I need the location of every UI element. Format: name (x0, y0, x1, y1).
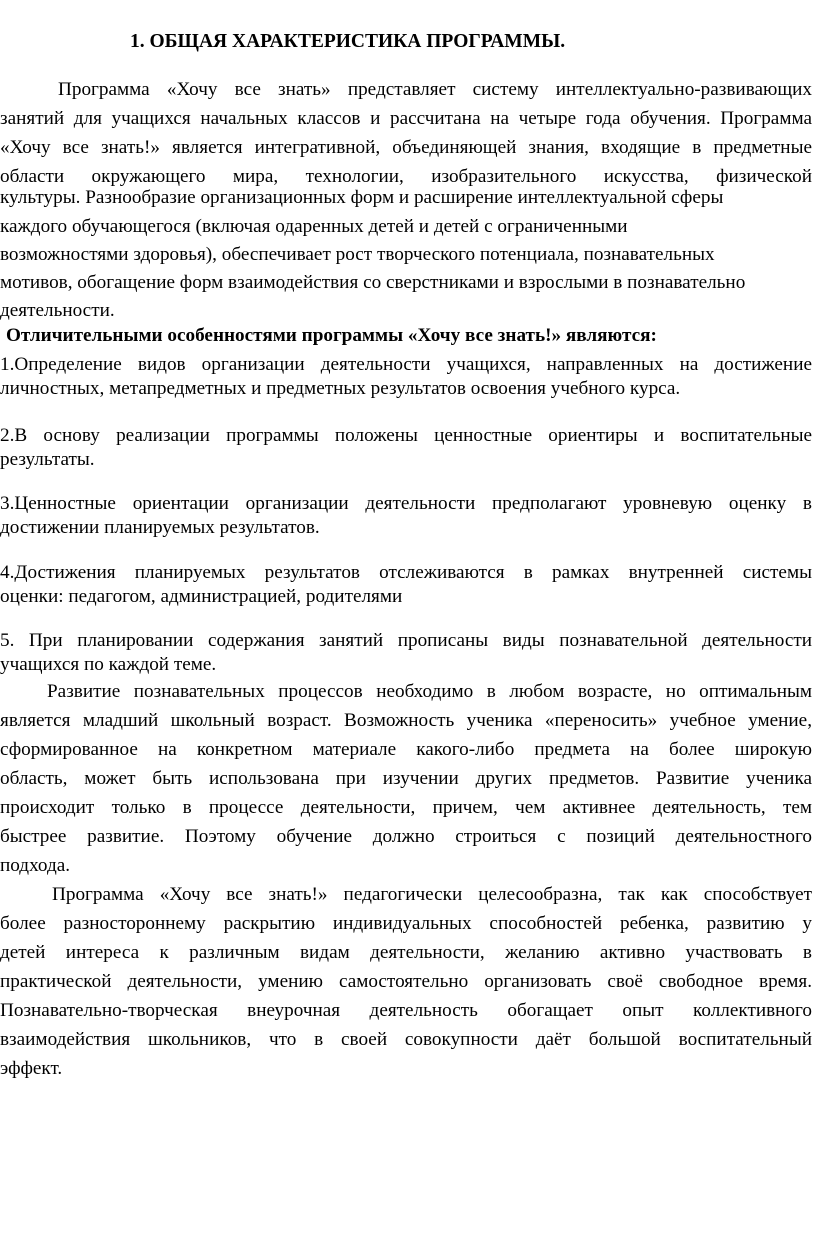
paragraph-line: детей интереса к различным видам деятельности, желанию активно участвовать в (0, 942, 812, 963)
paragraph-line: деятельности. (0, 300, 115, 321)
paragraph-line: более разностороннему раскрытию индивидуальных способностей ребенка, развитию у (0, 913, 812, 934)
paragraph-line: занятий для учащихся начальных классов и рассчитана на четыре года обучения. Программа (0, 108, 812, 129)
paragraph-line: области окружающего мира, технологии, изобразительного искусства, физической (0, 166, 812, 187)
list-item-line: 2.В основу реализации программы положены ценностные ориентиры и воспитательные (0, 425, 812, 446)
paragraph-line: практической деятельности, умению самостоятельно организовать своё свободное время. (0, 971, 812, 992)
paragraph-line: взаимодействия школьников, что в своей совокупности даёт большой воспитательный (0, 1029, 812, 1050)
paragraph-line: быстрее развитие. Поэтому обучение должно строиться с позиций деятельностного (0, 826, 812, 847)
list-item-line: результаты. (0, 449, 95, 470)
paragraph-line: «Хочу все знать!» является интегративной, объединяющей знания, входящие в предметные (0, 137, 812, 158)
list-item-line: личностных, метапредметных и предметных результатов освоения учебного курса. (0, 378, 681, 399)
list-item-line: учащихся по каждой теме. (0, 654, 217, 675)
paragraph-line: Программа «Хочу все знать!» педагогически целесообразна, так как способствует (52, 884, 812, 905)
paragraph-line: Программа «Хочу все знать» представляет систему интеллектуально-развивающих (58, 79, 812, 100)
paragraph-line: область, может быть использована при изучении других предметов. Развитие ученика (0, 768, 812, 789)
features-heading: Отличительными особенностями программы «Хочу все знать!» являются: (6, 325, 657, 346)
paragraph-line: возможностями здоровья), обеспечивает рост творческого потенциала, познавательных (0, 244, 715, 265)
paragraph-line: сформированное на конкретном материале какого-либо предмета на более широкую (0, 739, 812, 760)
paragraph-line: мотивов, обогащение форм взаимодействия со сверстниками и взрослыми в познавательно (0, 272, 746, 293)
paragraph-line: культуры. Разнообразие организационных форм и расширение интеллектуальной сферы (0, 187, 724, 208)
paragraph-line: эффект. (0, 1058, 63, 1079)
paragraph-line: Развитие познавательных процессов необходимо в любом возрасте, но оптимальным (47, 681, 812, 702)
list-item-line: оценки: педагогом, администрацией, родителями (0, 586, 403, 607)
list-item-line: 4.Достижения планируемых результатов отслеживаются в рамках внутренней системы (0, 562, 812, 583)
list-item-line: достижении планируемых результатов. (0, 517, 320, 538)
list-item-line: 1.Определение видов организации деятельности учащихся, направленных на достижение (0, 354, 812, 375)
list-item-line: 5. При планировании содержания занятий прописаны виды познавательной деятельности (0, 630, 812, 651)
paragraph-line: является младший школьный возраст. Возможность ученика «переносить» учебное умение, (0, 710, 812, 731)
paragraph-line: каждого обучающегося (включая одаренных детей и детей с ограниченными (0, 216, 628, 237)
paragraph-line: подхода. (0, 855, 71, 876)
section-title: 1. ОБЩАЯ ХАРАКТЕРИСТИКА ПРОГРАММЫ. (130, 31, 566, 52)
paragraph-line: Познавательно-творческая внеурочная деятельность обогащает опыт коллективного (0, 1000, 812, 1021)
paragraph-line: происходит только в процессе деятельности, причем, чем активнее деятельность, тем (0, 797, 812, 818)
list-item-line: 3.Ценностные ориентации организации деятельности предполагают уровневую оценку в (0, 493, 812, 514)
